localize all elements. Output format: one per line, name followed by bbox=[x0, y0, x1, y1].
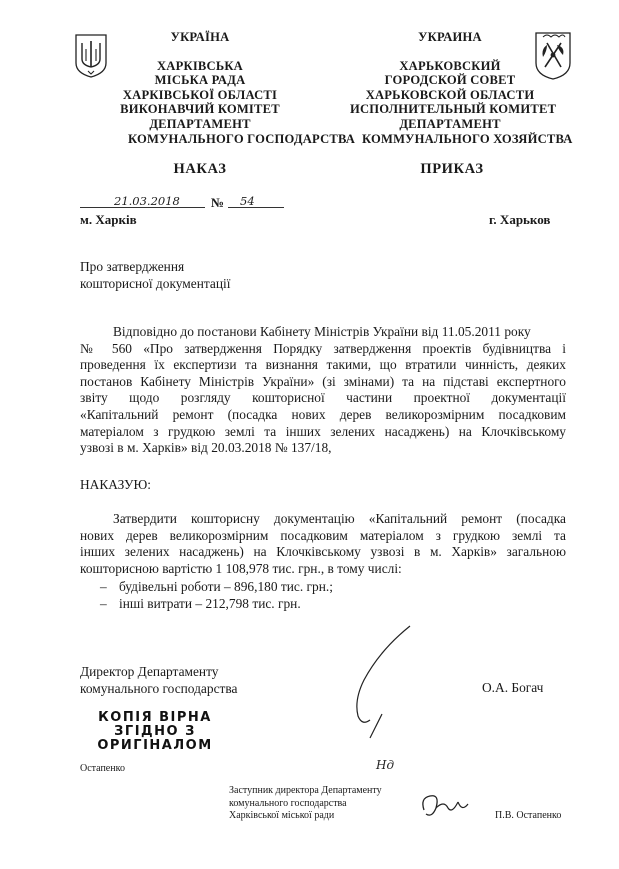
list-item-text: інші витрати – 212,798 тис. грн. bbox=[119, 595, 301, 611]
order-line: нових дерев великорозмірним посадковим матеріалом з грудкою землі та bbox=[80, 527, 566, 543]
list-item-text: будівельні роботи – 896,180 тис. грн.; bbox=[119, 579, 333, 594]
stamp-line: ОРИГІНАЛОМ bbox=[97, 738, 213, 753]
preamble-line: проведення їх експертизи та визнання такими, що втратили чинність, деяких bbox=[80, 357, 566, 373]
certifier-block bbox=[229, 785, 382, 823]
city-right: г. Харьков bbox=[489, 212, 551, 227]
header-left bbox=[100, 30, 356, 146]
list-item bbox=[97, 579, 497, 596]
number-value: 54 bbox=[240, 194, 255, 208]
date-value: 21.03.2018 bbox=[114, 194, 180, 208]
order-word: НАКАЗУЮ: bbox=[80, 477, 151, 492]
list-dash: – bbox=[100, 579, 107, 594]
cost-breakdown-list bbox=[97, 579, 497, 612]
handwritten-mark: Нд bbox=[376, 758, 395, 772]
director-signature-icon bbox=[330, 620, 440, 750]
preamble bbox=[80, 324, 566, 457]
header-left-line: ВИКОНАВЧИЙ КОМІТЕТ bbox=[120, 102, 280, 117]
header-left-line: ХАРКІВСЬКА bbox=[157, 58, 243, 73]
order-line: інших зелених насаджень) на Клочківському узвозі в м. Харків» загальною bbox=[80, 544, 566, 560]
subject bbox=[80, 259, 380, 292]
header-right-line: КОММУНАЛЬНОГО ХОЗЯЙСТВА bbox=[362, 131, 573, 146]
certifier-line: Заступник директора Департаменту bbox=[229, 785, 382, 796]
header-left-line: ХАРКІВСЬКОЇ ОБЛАСТІ bbox=[122, 87, 278, 102]
preamble-line: матеріалом з грудкою землі та інших зелених насаджень) на Клочківському bbox=[80, 423, 566, 439]
preamble-line: узвозі в м. Харків» від 20.03.2018 № 137/18, bbox=[80, 440, 332, 456]
header-right-line: ДЕПАРТАМЕНТ bbox=[399, 116, 501, 131]
certifier-line: Харківської міської ради bbox=[229, 810, 335, 821]
signatory-name: О.А. Богач bbox=[482, 680, 544, 695]
list-item bbox=[97, 596, 497, 613]
executor-name: Остапенко bbox=[80, 763, 125, 774]
certifier-name: П.В. Остапенко bbox=[495, 810, 562, 821]
stamp-line: КОПІЯ ВІРНА bbox=[98, 710, 212, 725]
certified-copy-stamp bbox=[80, 711, 230, 753]
header-right-country: УКРАИНА bbox=[418, 30, 482, 44]
signature-title-line: Директор Департаменту bbox=[80, 664, 219, 679]
preamble-line: постанов Кабінету Міністрів України» (зі змінами) та на підставі експертного bbox=[80, 373, 566, 389]
doc-type-right: ПРИКАЗ bbox=[420, 161, 484, 177]
preamble-line: «Капітальний ремонт (посадка нових дерев великорозмірним посадковим bbox=[80, 406, 566, 422]
number-line bbox=[228, 207, 284, 208]
number-label: № bbox=[211, 195, 225, 210]
header-left-line: ДЕПАРТАМЕНТ bbox=[149, 116, 251, 131]
header-left-line: МІСЬКА РАДА bbox=[154, 73, 246, 88]
header-left-country: УКРАЇНА bbox=[170, 30, 230, 44]
header-right-line: ГОРОДСКОЙ СОВЕТ bbox=[384, 73, 516, 88]
subject-line: Про затвердження bbox=[80, 259, 185, 274]
header-left-line: КОМУНАЛЬНОГО ГОСПОДАРСТВА bbox=[128, 131, 356, 146]
preamble-line: № 560 «Про затвердження Порядку затвердження проектів будівництва і bbox=[80, 340, 566, 356]
order-line: Затвердити кошторисну документацію «Капітальний ремонт (посадка bbox=[113, 511, 566, 526]
subject-line: кошторисної документації bbox=[80, 275, 231, 291]
city-left: м. Харків bbox=[80, 212, 137, 227]
order-line: кошторисною вартістю 1 108,978 тис. грн., в тому числі: bbox=[80, 560, 402, 576]
signature-title bbox=[80, 664, 340, 697]
doc-type-left: НАКАЗ bbox=[173, 161, 227, 177]
list-dash: – bbox=[100, 595, 107, 611]
certifier-line: комунального господарства bbox=[229, 797, 347, 809]
order-body bbox=[80, 511, 566, 577]
header-right-line: ХАРЬКОВСКИЙ bbox=[399, 58, 501, 73]
certifier-signature-icon bbox=[418, 790, 470, 824]
header-right-line: ИСПОЛНИТЕЛЬНЫЙ КОМИТЕТ bbox=[350, 102, 557, 117]
header-right bbox=[350, 30, 573, 146]
preamble-line: звіту щодо розгляду кошторисної частини проектної документації bbox=[80, 390, 566, 406]
preamble-line: Відповідно до постанови Кабінету Міністрів України від 11.05.2011 року bbox=[113, 324, 531, 339]
header-right-line: ХАРЬКОВСКОЙ ОБЛАСТИ bbox=[365, 87, 535, 102]
stamp-line: ЗГІДНО З bbox=[114, 724, 196, 739]
signature-title-line: комунального господарства bbox=[80, 680, 238, 696]
